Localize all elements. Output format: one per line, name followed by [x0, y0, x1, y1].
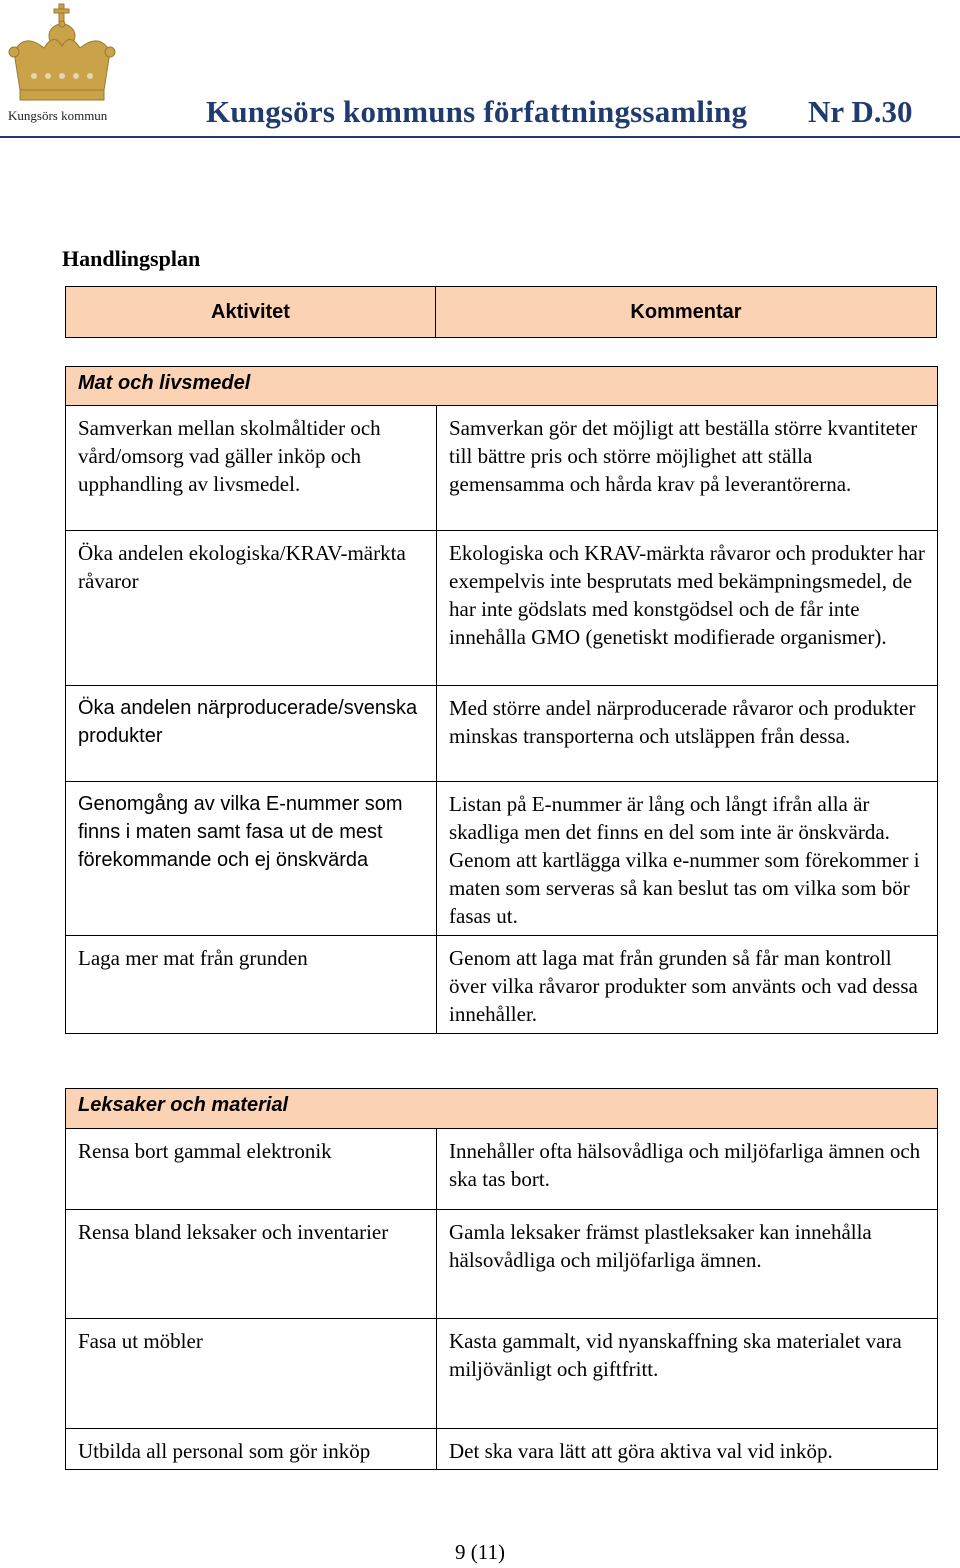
category-row [66, 1089, 938, 1129]
header-divider [0, 136, 960, 138]
table-header [65, 286, 937, 338]
column-header-activity: Aktivitet [65, 286, 436, 338]
comment-cell: Kasta gammalt, vid nyanskaffning ska materialet vara miljövänligt och giftfritt. [437, 1319, 938, 1429]
page-heading: Handlingsplan [62, 246, 201, 271]
comment-cell: Innehåller ofta hälsovådliga och miljöfarliga ämnen och ska tas bort. [437, 1129, 938, 1210]
comment-cell: Genom att laga mat från grunden så får man kontroll över vilka råvaror produkter som använts och vad dessa innehåller. [437, 936, 938, 1034]
comment-cell: Det ska vara lätt att göra aktiva val vid inköp. [437, 1429, 938, 1470]
category-label: Mat och livsmedel [66, 367, 938, 406]
comment-cell: Gamla leksaker främst plastleksaker kan innehålla hälsovådliga och miljöfarliga ämnen. [437, 1210, 938, 1319]
activity-cell: Utbilda all personal som gör inköp [66, 1429, 437, 1470]
category-label: Leksaker och material [66, 1089, 938, 1129]
activity-cell: Samverkan mellan skolmåltider och vård/omsorg vad gäller inköp och upphandling av livsmedel. [66, 406, 437, 531]
logo-text: Kungsörs kommun [8, 108, 108, 123]
activity-cell: Laga mer mat från grunden [66, 936, 437, 1034]
document-number: Nr D.30 [808, 94, 913, 129]
table-row [66, 1210, 938, 1319]
comment-cell: Ekologiska och KRAV-märkta råvaror och produkter har exempelvis inte besprutats med bekämpningsmedel, de har inte gödslats med konstgödsel och de får inte innehålla GMO (genetiskt modifierade organismer). [437, 531, 938, 686]
table-row [66, 1429, 938, 1470]
category-row [66, 367, 938, 406]
activity-cell: Genomgång av vilka E-nummer som finns i maten samt fasa ut de mest förekommande och ej önskvärda [66, 782, 437, 936]
comment-cell: Listan på E-nummer är lång och långt ifrån alla är skadliga men det finns en del som inte är önskvärda. Genom att kartlägga vilka e-nummer som förekommer i maten som serveras så kan beslut tas om vilka som bör fasas ut. [437, 782, 938, 936]
table-row [66, 406, 938, 531]
column-header-comment: Kommentar [436, 286, 937, 338]
crown-logo-icon [4, 2, 120, 124]
page-number: 9 (11) [455, 1540, 505, 1564]
activity-cell: Rensa bort gammal elektronik [66, 1129, 437, 1210]
activity-cell: Rensa bland leksaker och inventarier [66, 1210, 437, 1319]
table-row [66, 1319, 938, 1429]
table-row [66, 936, 938, 1034]
table-row [66, 1129, 938, 1210]
activity-cell: Öka andelen närproducerade/svenska produkter [66, 686, 437, 782]
table-row [66, 686, 938, 782]
plan-table-toys [65, 1088, 938, 1470]
table-row [66, 782, 938, 936]
table-row [66, 531, 938, 686]
comment-cell: Samverkan gör det möjligt att beställa större kvantiteter till bättre pris och större möjlighet att ställa gemensamma och hårda krav på leverantörerna. [437, 406, 938, 531]
activity-cell: Fasa ut möbler [66, 1319, 437, 1429]
comment-cell: Med större andel närproducerade råvaror och produkter minskas transporterna och utsläppen från dessa. [437, 686, 938, 782]
plan-table-food [65, 366, 938, 1034]
activity-cell: Öka andelen ekologiska/KRAV-märkta råvaror [66, 531, 437, 686]
document-series-title: Kungsörs kommuns författningssamling [206, 94, 748, 129]
